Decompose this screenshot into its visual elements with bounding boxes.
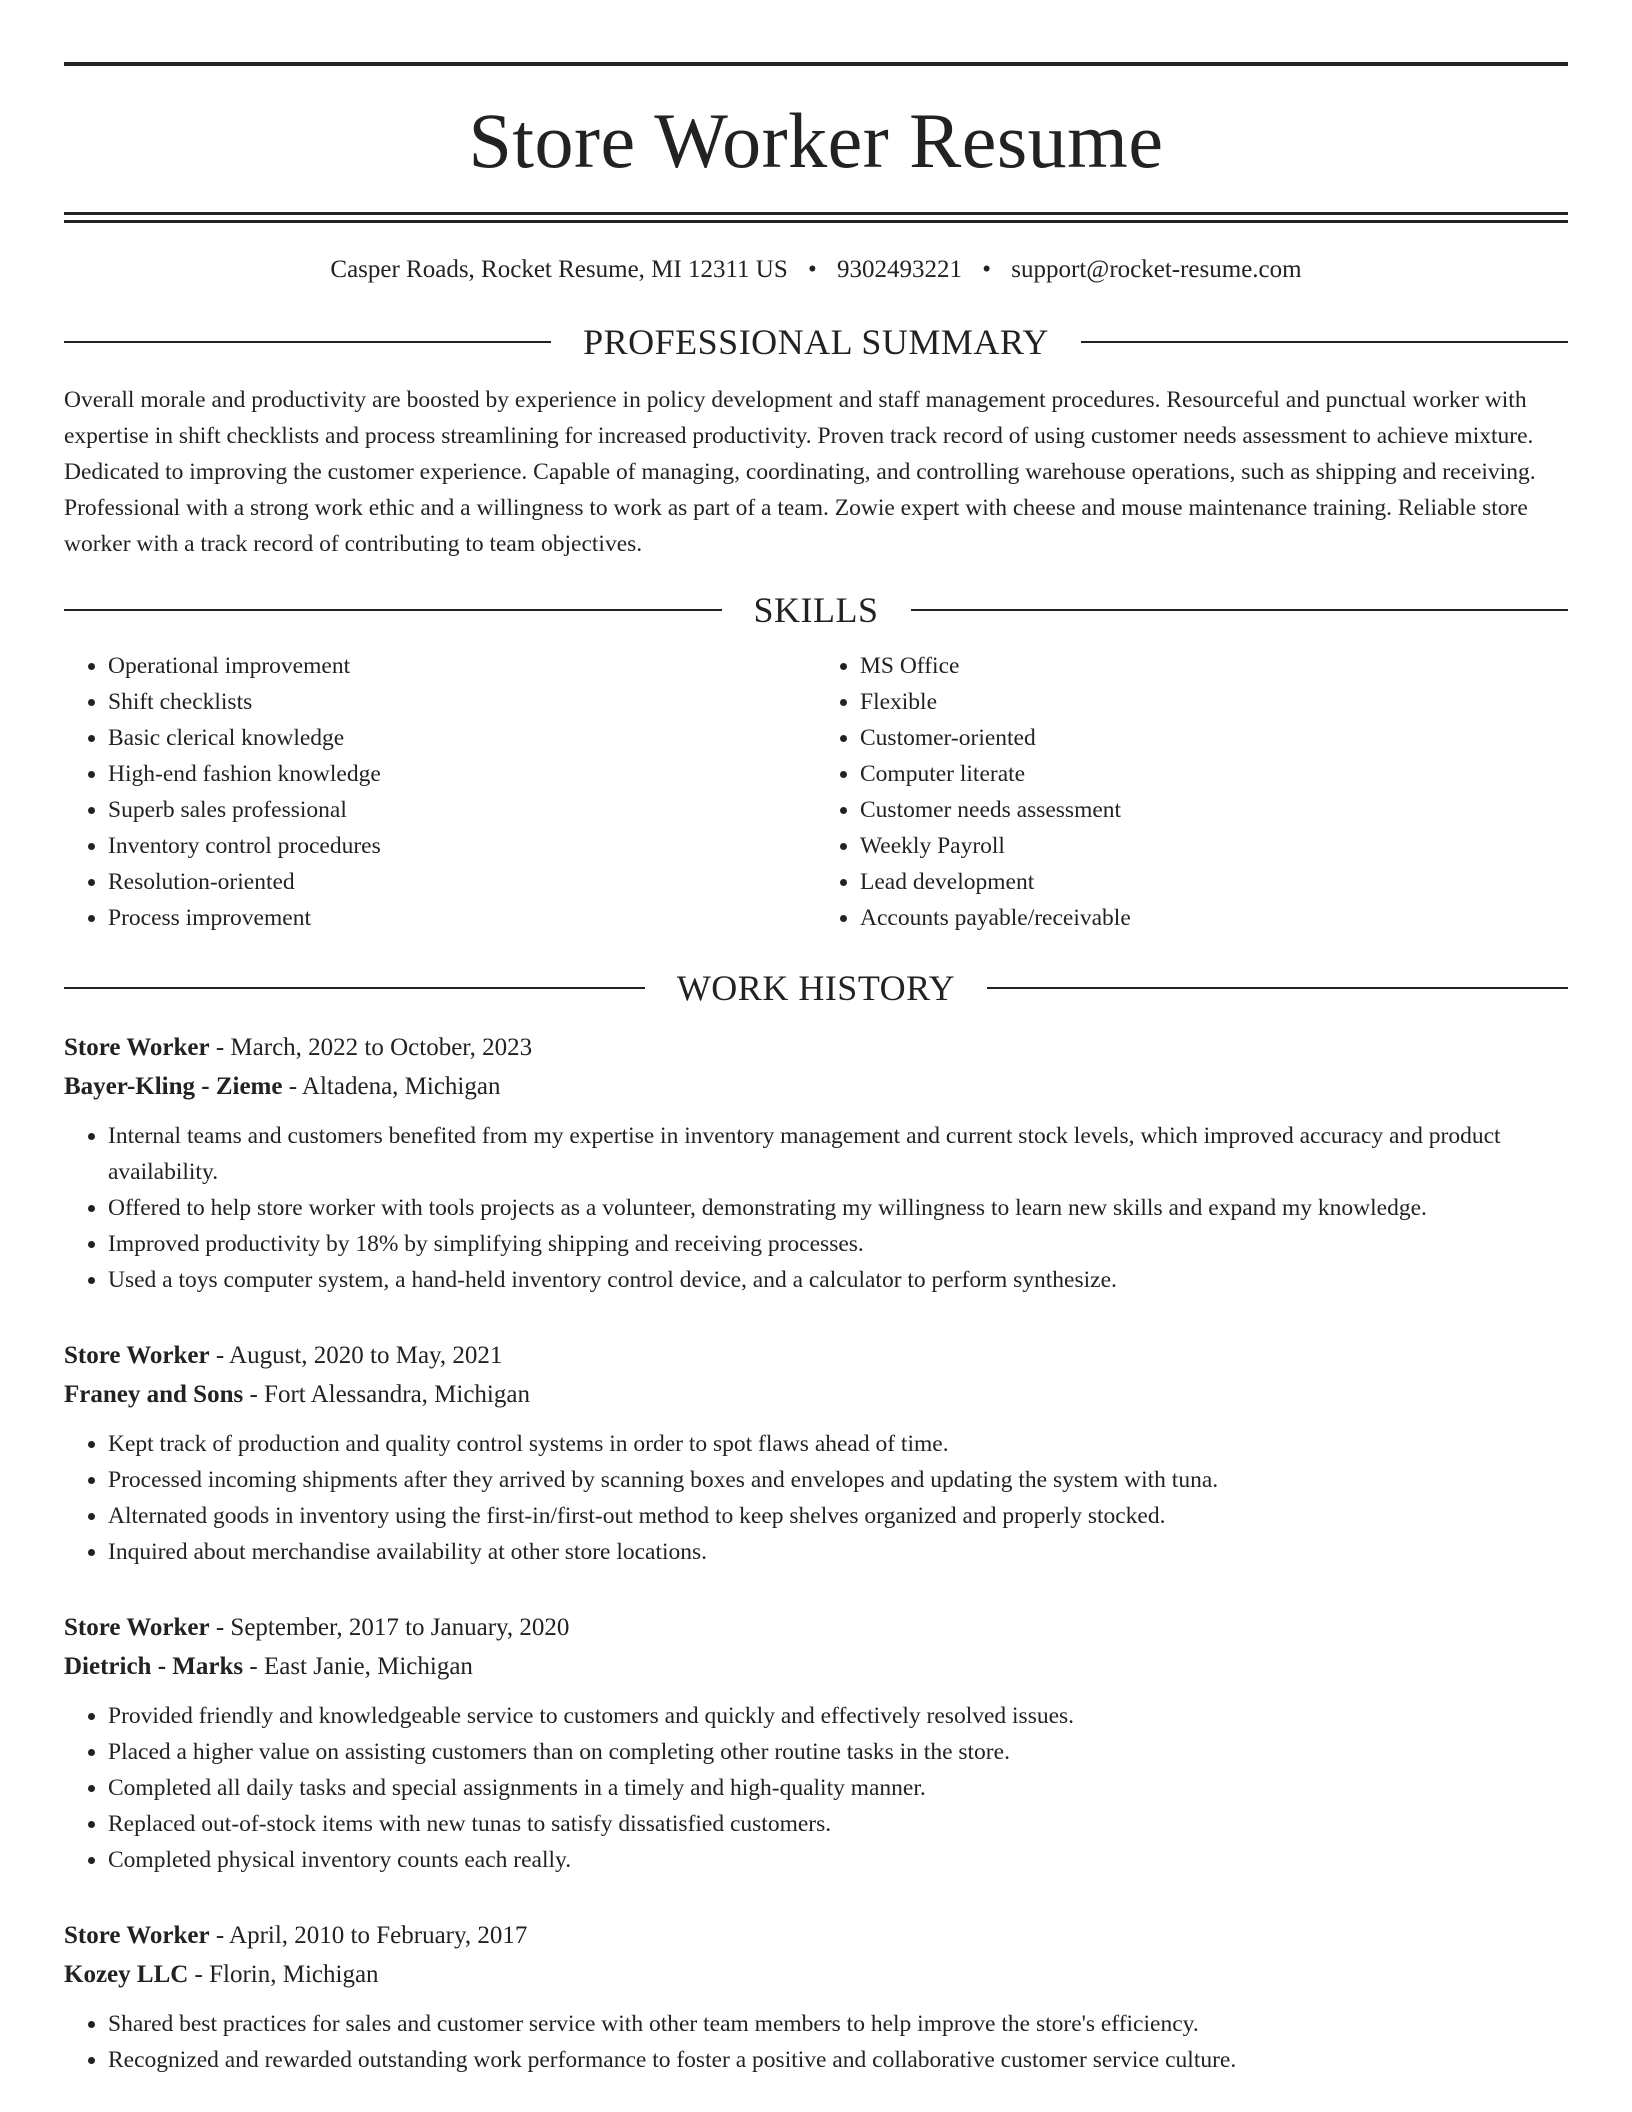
job-company-line <box>64 1955 1568 1994</box>
job-bullet: • Kept track of production and quality control systems in order to spot flaws ahead of time. <box>108 1426 1568 1462</box>
job-bullets <box>64 1426 1568 1570</box>
skill-item: • Basic clerical knowledge <box>108 720 816 756</box>
top-rule <box>64 62 1568 66</box>
contact-email: support@rocket-resume.com <box>1011 256 1302 283</box>
job-dates: - August, 2020 to May, 2021 <box>209 1342 503 1369</box>
skill-item: • Accounts payable/receivable <box>860 900 1568 936</box>
work-heading: WORK HISTORY <box>676 968 956 1008</box>
job-bullet: • Replaced out-of-stock items with new tunas to satisfy dissatisfied customers. <box>108 1806 1568 1842</box>
job-location: - East Janie, Michigan <box>243 1653 473 1680</box>
job-title-line <box>64 1916 1568 1955</box>
contact-separator: • <box>982 256 992 283</box>
skill-item: • Weekly Payroll <box>860 828 1568 864</box>
job-entry <box>64 1028 1568 1298</box>
contact-line <box>64 257 1568 282</box>
job-company-line <box>64 1647 1568 1686</box>
job-company: Franey and Sons <box>64 1381 244 1408</box>
job-title: Store Worker <box>64 1922 210 1949</box>
job-bullet: • Shared best practices for sales and customer service with other team members to help improve the store's efficiency. <box>108 2006 1568 2042</box>
skill-item: • Inventory control procedures <box>108 828 816 864</box>
contact-phone: 9302493221 <box>837 256 963 283</box>
skills-column-left <box>64 648 816 936</box>
heading-rule-right <box>911 609 1569 611</box>
job-entry <box>64 1336 1568 1570</box>
heading-rule-left <box>64 609 722 611</box>
job-title-line <box>64 1608 1568 1647</box>
summary-heading: PROFESSIONAL SUMMARY <box>583 322 1049 362</box>
skill-item: • High-end fashion knowledge <box>108 756 816 792</box>
job-entry <box>64 1916 1568 2078</box>
skills-list <box>64 648 1568 936</box>
heading-rule-left <box>64 987 645 989</box>
skills-heading: SKILLS <box>753 590 879 630</box>
skill-item: • Resolution-oriented <box>108 864 816 900</box>
title-double-rule <box>64 212 1568 223</box>
skill-item: • Process improvement <box>108 900 816 936</box>
skill-item: • Operational improvement <box>108 648 816 684</box>
job-bullet: • Provided friendly and knowledgeable service to customers and quickly and effectively resolved issues. <box>108 1698 1568 1734</box>
job-bullet: • Improved productivity by 18% by simplifying shipping and receiving processes. <box>108 1226 1568 1262</box>
job-company: Bayer-Kling - Zieme <box>64 1073 283 1100</box>
skills-column-right <box>816 648 1568 936</box>
contact-separator: • <box>808 256 817 283</box>
job-title-line <box>64 1336 1568 1375</box>
skills-section-heading <box>64 592 1568 628</box>
job-company-line <box>64 1067 1568 1106</box>
job-bullet: • Recognized and rewarded outstanding work performance to foster a positive and collaborative customer service culture. <box>108 2042 1568 2078</box>
job-dates: - April, 2010 to February, 2017 <box>209 1922 528 1949</box>
work-section-heading <box>64 970 1568 1006</box>
heading-rule-right <box>1081 341 1568 343</box>
resume-title: Store Worker Resume <box>468 97 1164 184</box>
job-title: Store Worker <box>64 1342 210 1369</box>
job-bullet: • Used a toys computer system, a hand-held inventory control device, and a calculator to perform synthesize. <box>108 1262 1568 1298</box>
job-company-line <box>64 1375 1568 1414</box>
job-bullet: • Processed incoming shipments after they arrived by scanning boxes and envelopes and updating the system with tuna. <box>108 1462 1568 1498</box>
job-title: Store Worker <box>64 1614 210 1641</box>
skill-item: • Customer needs assessment <box>860 792 1568 828</box>
job-location: - Fort Alessandra, Michigan <box>243 1381 530 1408</box>
job-location: - Florin, Michigan <box>188 1961 379 1988</box>
job-company: Kozey LLC <box>64 1961 189 1988</box>
job-bullets <box>64 1698 1568 1878</box>
job-bullet: • Inquired about merchandise availability at other store locations. <box>108 1534 1568 1570</box>
summary-section-heading <box>64 324 1568 360</box>
job-title: Store Worker <box>64 1034 210 1061</box>
job-entry <box>64 1608 1568 1878</box>
job-company: Dietrich - Marks <box>64 1653 244 1680</box>
summary-text: Overall morale and productivity are boosted by experience in policy development and staff management procedures. Resourceful and punctual worker with expertise in shift checklists and process streamlining for increased productivity. Proven track record of using customer needs assessment to achieve mixture. Dedicated to improving the customer experience. Capable of managing, coordinating, and controlling warehouse operations, such as shipping and receiving. Professional with a strong work ethic and a willingness to work as part of a team. Zowie expert with cheese and mouse maintenance training. Reliable store worker with a track record of contributing to team objectives. <box>64 387 1536 557</box>
job-dates: - March, 2022 to October, 2023 <box>209 1034 533 1061</box>
heading-rule-left <box>64 341 551 343</box>
job-bullet: • Offered to help store worker with tools projects as a volunteer, demonstrating my willingness to learn new skills and expand my knowledge. <box>108 1190 1568 1226</box>
job-bullet: • Completed all daily tasks and special assignments in a timely and high-quality manner. <box>108 1770 1568 1806</box>
skill-item: • Flexible <box>860 684 1568 720</box>
job-location: - Altadena, Michigan <box>282 1073 501 1100</box>
skill-item: • Customer-oriented <box>860 720 1568 756</box>
skill-item: • MS Office <box>860 648 1568 684</box>
skill-item: • Lead development <box>860 864 1568 900</box>
skill-item: • Computer literate <box>860 756 1568 792</box>
job-bullet: • Internal teams and customers benefited from my expertise in inventory management and current stock levels, which improved accuracy and product availability. <box>108 1118 1568 1190</box>
job-dates: - September, 2017 to January, 2020 <box>209 1614 570 1641</box>
job-bullet: • Placed a higher value on assisting customers than on completing other routine tasks in the store. <box>108 1734 1568 1770</box>
heading-rule-right <box>987 987 1568 989</box>
job-title-line <box>64 1028 1568 1067</box>
job-bullet: • Completed physical inventory counts each really. <box>108 1842 1568 1878</box>
job-bullet: • Alternated goods in inventory using the first-in/first-out method to keep shelves organized and properly stocked. <box>108 1498 1568 1534</box>
skill-item: • Shift checklists <box>108 684 816 720</box>
contact-address: Casper Roads, Rocket Resume, MI 12311 US <box>330 256 788 283</box>
skill-item: • Superb sales professional <box>108 792 816 828</box>
job-bullets <box>64 2006 1568 2078</box>
job-bullets <box>64 1118 1568 1298</box>
